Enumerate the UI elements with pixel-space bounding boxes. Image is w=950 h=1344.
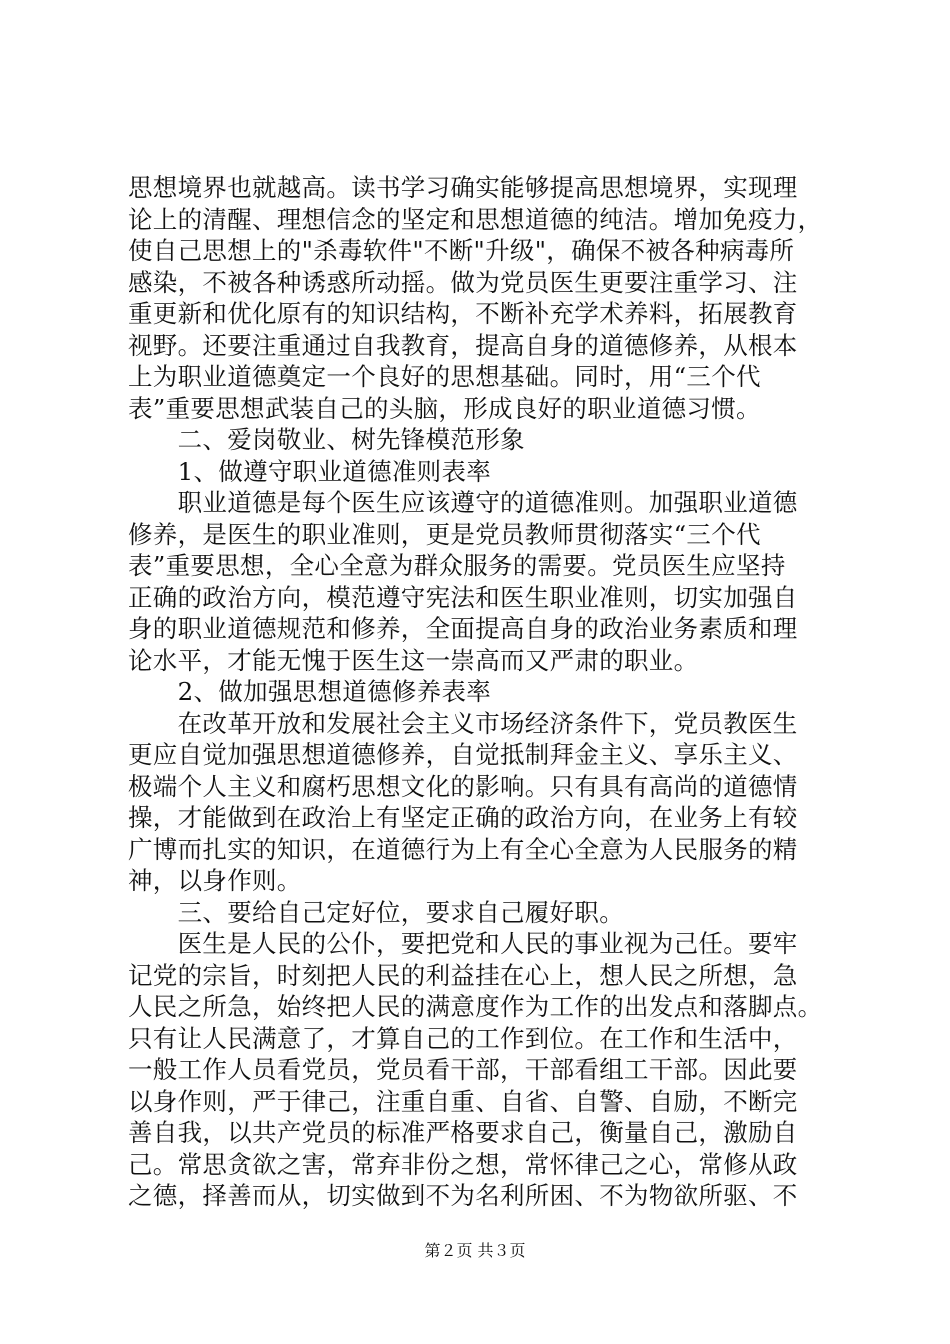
text-line: 视野。还要注重通过自我教育，提高自身的道德修养，从根本 — [128, 330, 798, 360]
text-line: 表”重要思想，全心全意为群众服务的需要。党员医生应坚持 — [128, 551, 786, 580]
text-line: 上为职业道德奠定一个良好的思想基础。同时，用“三个代 — [128, 362, 761, 391]
subsection-heading: 2、做加强思想道德修养表率 — [128, 677, 492, 706]
text-line: 在改革开放和发展社会主义市场经济条件下，党员教医生 — [128, 708, 798, 738]
text-line: 感染，不被各种诱惑所动摇。做为党员医生更要注重学习、注 — [128, 267, 798, 297]
text-line: 论上的清醒、理想信念的坚定和思想道德的纯洁。增加免疫力， — [128, 204, 823, 234]
section-heading: 三、要给自己定好位，要求自己履好职。 — [128, 897, 624, 927]
text-line: 之德，择善而从，切实做到不为名利所困、不为物欲所驱、不 — [128, 1181, 798, 1210]
page-number-footer: 第２页 共３页 — [424, 1241, 526, 1260]
text-line: 己。常思贪欲之害，常弃非份之想，常怀律己之心，常修从政 — [128, 1149, 798, 1179]
text-line: 修养，是医生的职业准则，更是党员教师贯彻落实“三个代 — [128, 519, 761, 549]
text-line: 表”重要思想武装自己的头脑，形成良好的职业道德习惯。 — [128, 393, 761, 423]
text-line: 极端个人主义和腐朽思想文化的影响。只有具有高尚的道德情 — [128, 771, 798, 801]
text-line: 正确的政治方向，模范遵守宪法和医生职业准则，切实加强自 — [128, 582, 798, 612]
text-line: 医生是人民的公仆，要把党和人民的事业视为己任。要牢 — [128, 929, 798, 958]
text-line: 更应自觉加强思想道德修养，自觉抵制拜金主义、享乐主义、 — [128, 740, 798, 769]
text-line: 人民之所急，始终把人民的满意度作为工作的出发点和落脚点。 — [128, 992, 823, 1021]
document-body — [128, 172, 828, 1212]
subsection-heading: 1、做遵守职业道德准则表率 — [128, 456, 492, 486]
text-line: 操，才能做到在政治上有坚定正确的政治方向，在业务上有较 — [128, 803, 798, 832]
text-line: 思想境界也就越高。读书学习确实能够提高思想境界，实现理 — [128, 173, 798, 202]
text-line: 职业道德是每个医生应该遵守的道德准则。加强职业道德 — [128, 488, 798, 517]
text-line: 记党的宗旨，时刻把人民的利益挂在心上，想人民之所想，急 — [128, 960, 798, 990]
text-line: 一般工作人员看党员，党员看干部，干部看组工干部。因此要 — [128, 1055, 798, 1084]
text-line: 善自我，以共产党员的标准严格要求自己，衡量自己，激励自 — [128, 1118, 798, 1147]
text-line: 重更新和优化原有的知识结构，不断补充学术养料，拓展教育 — [128, 299, 798, 328]
text-line: 只有让人民满意了，才算自己的工作到位。在工作和生活中， — [128, 1023, 798, 1053]
text-line: 神，以身作则。 — [128, 866, 302, 895]
section-heading: 二、爱岗敬业、树先锋模范形象 — [128, 425, 525, 454]
text-line: 论水平，才能无愧于医生这一崇高而又严肃的职业。 — [128, 645, 699, 675]
text-line: 广博而扎实的知识，在道德行为上有全心全意为人民服务的精 — [128, 834, 798, 864]
text-line: 以身作则，严于律己，注重自重、自省、自警、自励，不断完 — [128, 1086, 798, 1116]
text-line: 身的职业道德规范和修养，全面提高自身的政治业务素质和理 — [128, 614, 798, 643]
text-line: 使自己思想上的"杀毒软件"不断"升级"，确保不被各种病毒所 — [128, 236, 795, 265]
